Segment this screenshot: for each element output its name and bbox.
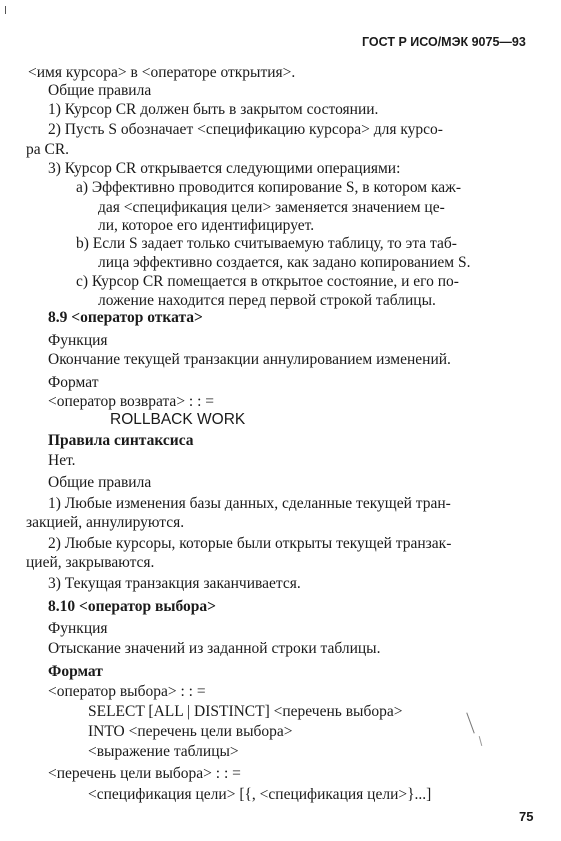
scan-mark (466, 712, 474, 733)
syntax-line: <перечень цели выбора> : : = (48, 765, 241, 782)
section-heading: 8.10 <оператор выбора> (48, 598, 216, 615)
subheading: Правила синтаксиса (48, 432, 194, 449)
rule-subitem: b) Если S задает только считываемую таблицу, то эта таб- (76, 235, 457, 252)
syntax-line: <оператор выбора> : : = (48, 683, 206, 700)
rule-item: 1) Курсор CR должен быть в закрытом состоянии. (48, 101, 379, 118)
subheading: Формат (48, 374, 99, 391)
subheading: Функция (48, 332, 108, 349)
rule-item: 2) Любые курсоры, которые были открыты текущей транзак- (48, 535, 452, 552)
text-line: ли, которое его идентифицирует. (98, 217, 315, 234)
scan-mark (479, 736, 483, 746)
subheading: Формат (48, 663, 103, 680)
rule-item: 1) Любые изменения базы данных, сделанные текущей тран- (48, 495, 451, 512)
page-header: ГОСТ Р ИСО/МЭК 9075—93 (362, 35, 526, 49)
text-line: <имя курсора> в <операторе открытия>. (28, 64, 296, 81)
rule-item: 2) Пусть S обозначает <спецификацию курсора> для курсо- (48, 121, 443, 138)
syntax-line: ROLLBACK WORK (110, 411, 246, 428)
scan-mark (5, 6, 6, 14)
page-number: 75 (519, 809, 534, 824)
rule-subitem: c) Курсор CR помещается в открытое состояние, и его по- (76, 273, 459, 290)
text-line: Нет. (48, 452, 76, 469)
text-line: дая <спецификация цели> заменяется значением це- (98, 199, 445, 216)
section-subheading: Общие правила (48, 82, 152, 99)
text-line: ложение находится перед первой строкой таблицы. (98, 292, 436, 309)
rule-item: 3) Курсор CR открывается следующими операциями: (48, 160, 401, 177)
rule-subitem: a) Эффективно проводится копирование S, в котором каж- (76, 179, 462, 196)
text-line: ра CR. (26, 141, 70, 158)
rule-item: 3) Текущая транзакция заканчивается. (48, 575, 301, 592)
text-line: лица эффективно создается, как задано копированием S. (98, 254, 471, 271)
syntax-line: <спецификация цели> [{, <спецификация цели>}...] (88, 786, 432, 803)
section-heading: 8.9 <оператор отката> (48, 309, 203, 326)
text-line: цией, закрываются. (26, 554, 155, 571)
syntax-line: <оператор возврата> : : = (48, 393, 215, 410)
text-line: Отыскание значений из заданной строки таблицы. (48, 640, 381, 657)
syntax-line: SELECT [ALL | DISTINCT] <перечень выбора> (88, 703, 403, 720)
syntax-line: <выражение таблицы> (88, 743, 239, 760)
text-line: закцией, аннулируются. (26, 514, 185, 531)
subheading: Функция (48, 620, 108, 637)
syntax-line: INTO <перечень цели выбора> (88, 723, 293, 740)
text-line: Окончание текущей транзакции аннулированием изменений. (48, 351, 451, 368)
subheading: Общие правила (48, 474, 152, 491)
